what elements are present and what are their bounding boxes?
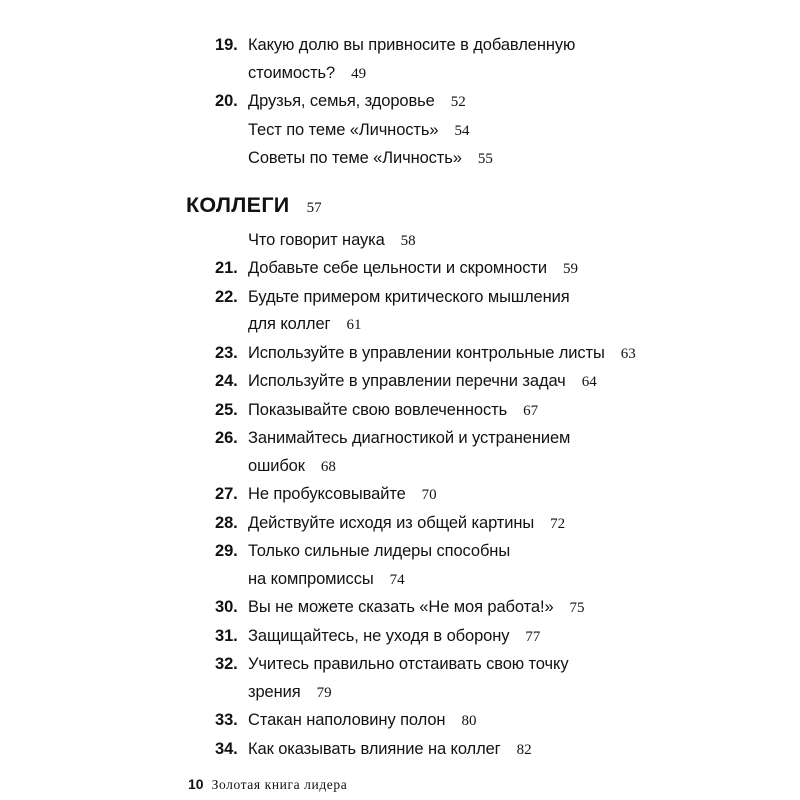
toc-item-title xyxy=(248,425,570,481)
toc-item xyxy=(0,340,800,369)
toc-item-line: Используйте в управлении перечни задач 64 xyxy=(248,372,597,390)
toc-item-line: Советы по теме «Личность» 55 xyxy=(248,149,493,167)
toc-item-number xyxy=(215,145,248,174)
toc-item-number xyxy=(215,227,248,256)
toc-item-page-number: 80 xyxy=(461,713,477,729)
toc-item-number: 33. xyxy=(215,711,238,729)
toc-item-number: 20. xyxy=(215,92,238,110)
toc-item xyxy=(0,32,800,88)
toc-item-title xyxy=(248,145,493,174)
toc-item-title xyxy=(248,368,597,397)
toc-item-number: 25. xyxy=(215,400,238,419)
toc-item-line: для коллег 61 xyxy=(248,315,362,333)
toc-item-number: 19. xyxy=(215,36,238,54)
toc-item xyxy=(0,736,800,765)
toc-item-line: Тест по теме «Личность» 54 xyxy=(248,120,470,139)
toc-item-title xyxy=(248,88,466,117)
section-heading-label: КОЛЛЕГИ xyxy=(186,192,290,217)
footer-page-number: 10 xyxy=(188,776,204,792)
toc-item-page-number: 64 xyxy=(581,374,597,390)
toc-item-title xyxy=(248,623,540,652)
toc-item-page-number: 59 xyxy=(562,261,578,277)
toc-item xyxy=(0,707,800,736)
toc-item-line: Только сильные лидеры способны xyxy=(248,542,511,560)
toc-item-number: 24. xyxy=(215,372,238,390)
toc-item xyxy=(0,117,800,146)
toc-item xyxy=(0,651,800,707)
toc-item-page-number: 82 xyxy=(516,741,532,758)
toc-item-line: ошибок 68 xyxy=(248,456,336,475)
toc-item-number: 30. xyxy=(215,598,238,616)
toc-item-title xyxy=(248,117,469,146)
toc-item-title xyxy=(248,32,575,88)
toc-item-number xyxy=(215,117,248,146)
toc-item-page-number: 61 xyxy=(346,317,362,333)
toc-item-page-number: 49 xyxy=(351,65,367,82)
toc-item-line: Друзья, семья, здоровье 52 xyxy=(248,92,466,110)
toc-item-page-number: 52 xyxy=(450,94,466,110)
toc-item-number: 27. xyxy=(215,485,238,503)
toc-item-number: 23. xyxy=(215,343,238,362)
toc-item-number: 31. xyxy=(215,626,238,645)
section-heading xyxy=(186,190,800,223)
toc-item-line: Учитесь правильно отстаивать свою точку xyxy=(248,655,569,673)
toc-item-line: Используйте в управлении контрольные листы 63 xyxy=(248,343,636,362)
toc-item-title xyxy=(248,481,437,510)
toc-item-line: Занимайтесь диагностикой и устранением xyxy=(248,429,571,447)
toc-item-title xyxy=(248,284,570,340)
toc-item-line: Действуйте исходя из общей картины 72 xyxy=(248,513,566,532)
toc-item xyxy=(0,88,800,117)
toc-item-number: 28. xyxy=(215,513,238,532)
footer-book-title: Золотая книга лидера xyxy=(211,777,348,792)
toc-item-title xyxy=(248,510,565,539)
page-footer xyxy=(188,775,800,794)
toc-item-line: Что говорит наука 58 xyxy=(248,230,416,249)
toc-item-title xyxy=(248,397,538,426)
toc-item-line: Какую долю вы привносите в добавленную xyxy=(248,36,576,54)
toc-item-title xyxy=(248,707,476,736)
toc-item-line: Стакан наполовину полон 80 xyxy=(248,711,477,729)
toc-item-title xyxy=(248,255,578,284)
toc-item xyxy=(0,538,800,594)
toc-item-page-number: 55 xyxy=(477,151,493,167)
section-page-number: 57 xyxy=(306,199,322,216)
toc-item-number: 32. xyxy=(215,655,238,673)
toc-item-line: Вы не можете сказать «Не моя работа!» 75 xyxy=(248,598,585,616)
toc-item xyxy=(0,594,800,623)
toc-item-page-number: 79 xyxy=(316,684,332,701)
toc-item-title xyxy=(248,651,568,707)
toc-item-line: Не пробуксовывайте 70 xyxy=(248,485,437,503)
toc-item-number: 34. xyxy=(215,739,238,758)
toc-item-title xyxy=(248,538,510,594)
toc-item xyxy=(0,510,800,539)
toc-item-line: Показывайте свою вовлеченность 67 xyxy=(248,400,539,419)
toc-item xyxy=(0,481,800,510)
toc-item-line: зрения 79 xyxy=(248,682,332,701)
toc-item-line: Добавьте себе цельности и скромности 59 xyxy=(248,259,578,277)
toc-item xyxy=(0,227,800,256)
toc-item xyxy=(0,284,800,340)
toc-item xyxy=(0,425,800,481)
toc-item-line: Защищайтесь, не уходя в оборону 77 xyxy=(248,626,541,645)
toc-item-line: стоимость? 49 xyxy=(248,63,367,82)
toc-item-line: Как оказывать влияние на коллег 82 xyxy=(248,739,532,758)
toc-item-page-number: 74 xyxy=(389,571,405,588)
toc-item-page-number: 75 xyxy=(569,600,585,616)
toc-item xyxy=(0,255,800,284)
toc-item-page-number: 67 xyxy=(523,402,539,419)
toc-item-page-number: 54 xyxy=(454,122,470,139)
toc-item-number: 29. xyxy=(215,542,238,560)
toc-item-page-number: 68 xyxy=(320,458,336,475)
toc-item-number: 22. xyxy=(215,287,238,306)
toc-item xyxy=(0,623,800,652)
toc-item-number: 26. xyxy=(215,429,238,447)
toc-item-page-number: 58 xyxy=(400,232,416,249)
toc-item-page-number: 77 xyxy=(525,628,541,645)
toc-item-page-number: 63 xyxy=(620,345,636,362)
toc-item-line: Будьте примером критического мышления xyxy=(248,287,570,306)
toc-item xyxy=(0,397,800,426)
toc-item xyxy=(0,368,800,397)
toc-item-title xyxy=(248,594,585,623)
toc-item-title xyxy=(248,227,416,256)
toc-item-page-number: 70 xyxy=(421,487,437,503)
toc-item-title xyxy=(248,736,532,765)
toc-item xyxy=(0,145,800,174)
toc-item-page-number: 72 xyxy=(550,515,566,532)
toc-item-line: на компромиссы 74 xyxy=(248,569,405,588)
toc-item-number: 21. xyxy=(215,259,238,277)
toc-item-title xyxy=(248,340,636,369)
